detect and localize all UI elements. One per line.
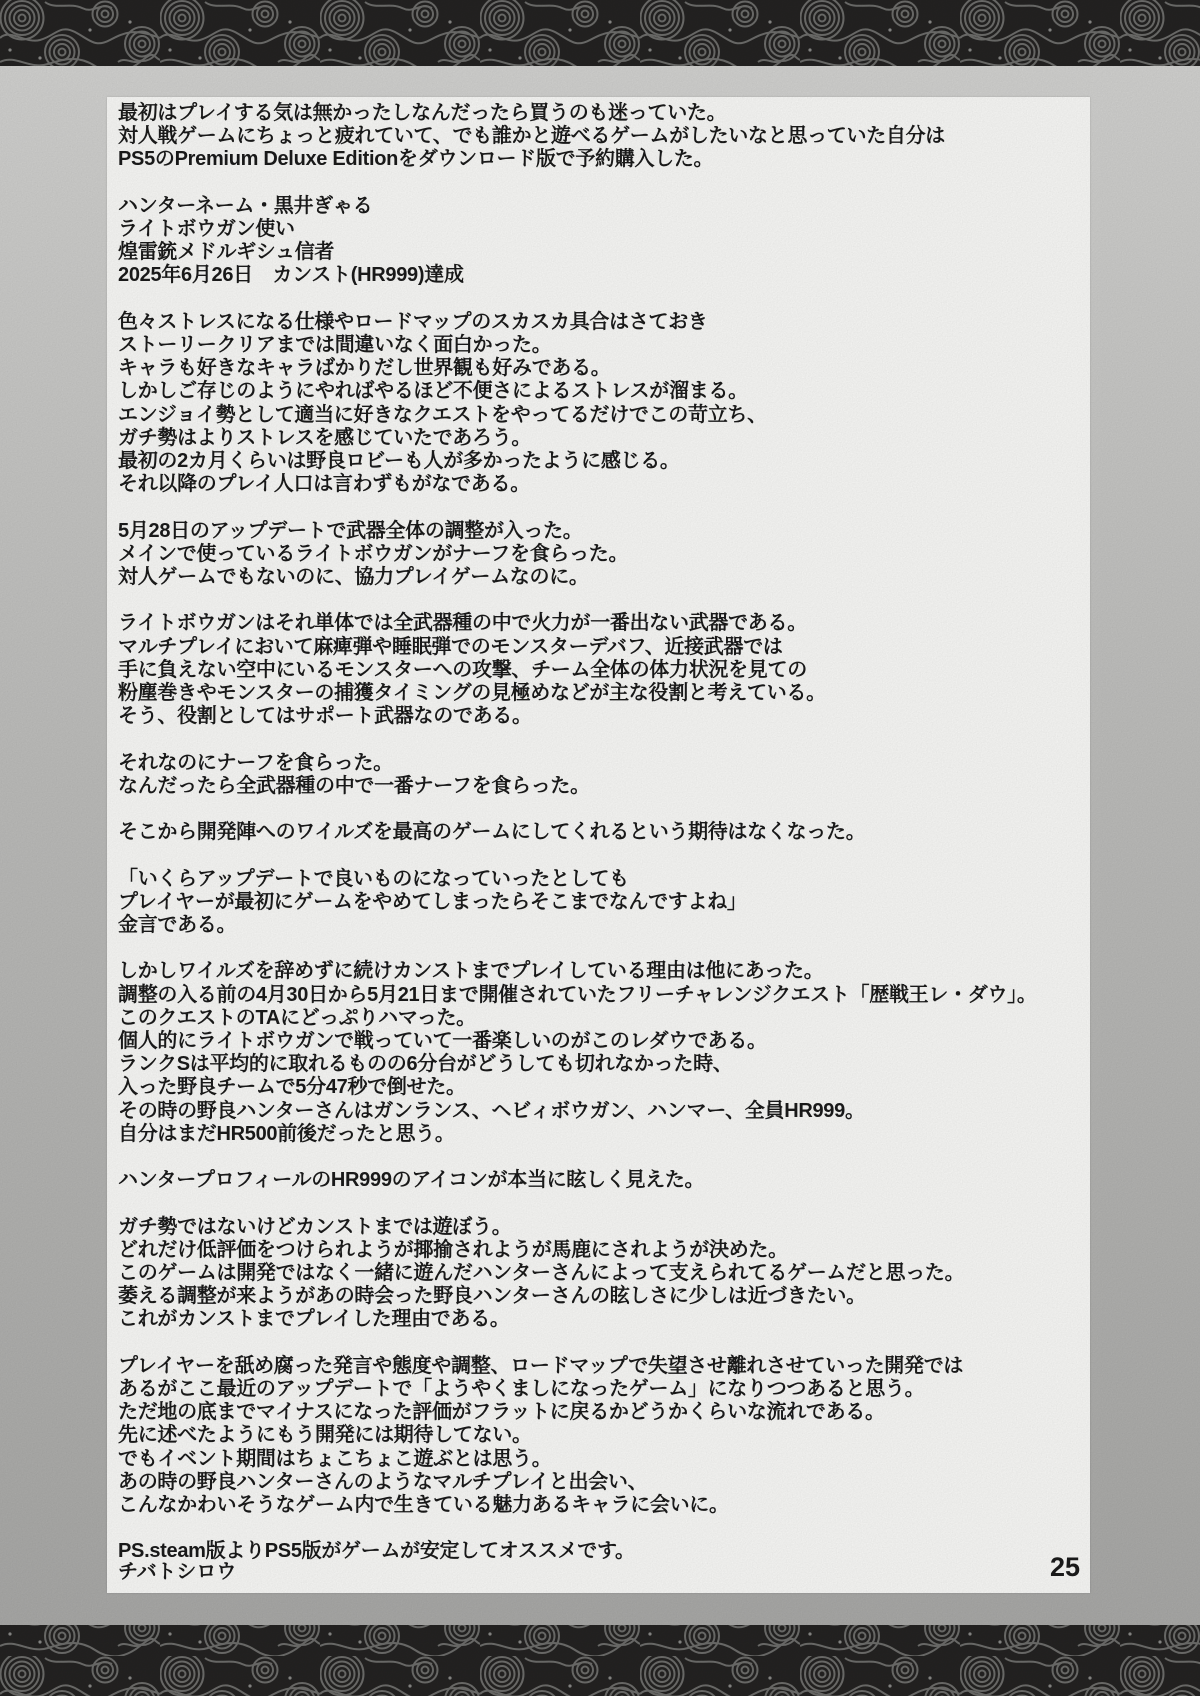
paragraph — [118, 520, 1083, 590]
text-line: ストーリークリアまでは間違いなく面白かった。 — [118, 334, 552, 356]
text-line: エンジョイ勢として適当に好きなクエストをやってるだけでこの苛立ち、 — [118, 403, 767, 426]
paragraph — [118, 102, 1083, 172]
text-line: 煌雷銃メドルギシュ信者 — [118, 241, 335, 264]
text-line: 萎える調整が来ようがあの時会った野良ハンターさんの眩しさに少しは近づきたい。 — [118, 1285, 866, 1308]
text-line: プレイヤーを舐め腐った発言や態度や調整、ロードマップで失望させ離れさせていった開発では — [118, 1354, 964, 1377]
text-line: こんなかわいそうなゲーム内で生きている魅力あるキャラに会いに。 — [118, 1494, 729, 1517]
text-line: しかしご存じのようにやればやるほど不便さによるストレスが溜まる。 — [118, 380, 748, 403]
page-number: 25 — [1049, 1552, 1080, 1582]
text-line: キャラも好きなキャラばかりだし世界観も好みである。 — [118, 357, 611, 380]
page-text — [118, 102, 1083, 1564]
text-line: ハンタープロフィールのHR999のアイコンが本当に眩しく見えた。 — [118, 1169, 705, 1192]
text-line: なんだったら全武器種の中で一番ナーフを食らった。 — [118, 774, 590, 797]
text-line: ガチ勢ではないけどカンストまでは遊ぼう。 — [118, 1215, 512, 1238]
text-line: 個人的にライトボウガンで戦っていて一番楽しいのがこのレダウである。 — [118, 1030, 767, 1052]
text-line: 金言である。 — [118, 914, 237, 936]
text-line: ガチ勢はよりストレスを感じていたであろう。 — [118, 426, 532, 449]
paper-page — [107, 97, 1090, 1593]
paragraph — [118, 1169, 1083, 1192]
text-line: あの時の野良ハンターさんのようなマルチプレイと出会い、 — [118, 1470, 648, 1493]
paragraph — [118, 195, 1083, 288]
text-line: 色々ストレスになる仕様やロードマップのスカスカ具合はさておき — [118, 310, 708, 333]
paragraph — [118, 1216, 1083, 1332]
paragraph — [118, 612, 1083, 728]
text-line: でもイベント期間はちょこちょこ遊ぶとは思う。 — [118, 1447, 552, 1470]
text-line: あるがここ最近のアップデートで「ようやくましになったゲーム」になりつつあると思う。 — [118, 1378, 925, 1400]
text-line: 手に負えない空中にいるモンスターへの攻撃、チーム全体の体力状況を見ての — [118, 658, 807, 681]
text-line: しかしワイルズを辞めずに続けカンストまでプレイしている理由は他にあった。 — [118, 960, 824, 983]
text-line: ハンターネーム・黒井ぎゃる — [118, 194, 373, 217]
text-line: 最初の2カ月くらいは野良ロビーも人が多かったように感じる。 — [118, 450, 680, 473]
text-line: ライトボウガン使い — [118, 218, 295, 240]
text-line: ライトボウガンはそれ単体では全武器種の中で火力が一番出ない武器である。 — [118, 612, 807, 635]
text-line: メインで使っているライトボウガンがナーフを食らった。 — [118, 542, 629, 565]
text-line: 対人ゲームでもないのに、協力プレイゲームなのに。 — [118, 566, 589, 589]
paragraph — [118, 868, 1083, 938]
text-line: このクエストのTAにどっぷりハマった。 — [118, 1006, 476, 1029]
text-line: 最初はプレイする気は無かったしなんだったら買うのも迷っていた。 — [118, 102, 727, 124]
text-line: ただ地の底までマイナスになった評価がフラットに戻るかどうかくらいな流れである。 — [118, 1401, 885, 1424]
paragraph — [118, 752, 1083, 798]
text-line: それ以降のプレイ人口は言わずもがなである。 — [118, 473, 530, 496]
text-line: 5月28日のアップデートで武器全体の調整が入った。 — [118, 519, 583, 542]
text-line: マルチプレイにおいて麻痺弾や睡眠弾でのモンスターデバフ、近接武器では — [118, 635, 783, 658]
paragraph — [118, 1540, 1083, 1563]
text-line: このゲームは開発ではなく一緒に遊んだハンターさんによって支えられてるゲームだと思った。 — [118, 1262, 965, 1284]
text-line: 入った野良チームで5分47秒で倒せた。 — [118, 1076, 466, 1099]
paragraph — [118, 311, 1083, 497]
text-line: どれだけ低評価をつけられようが揶揄されようが馬鹿にされようが決めた。 — [118, 1238, 788, 1261]
border-pattern-top — [0, 0, 1200, 66]
paragraph — [118, 821, 1083, 844]
text-line: 自分はまだHR500前後だったと思う。 — [118, 1122, 455, 1145]
text-line: その時の野良ハンターさんはガンランス、ヘビィボウガン、ハンマー、全員HR999。 — [118, 1099, 865, 1122]
text-line: ランクSは平均的に取れるものの6分台がどうしても切れなかった時、 — [118, 1053, 733, 1076]
author-credit: チバトシロウ — [118, 1561, 237, 1583]
paragraph — [118, 1355, 1083, 1517]
text-line: PS.steam版よりPS5版がゲームが安定してオススメです。 — [118, 1540, 635, 1563]
text-line: プレイヤーが最初にゲームをやめてしまったらそこまでなんですよね」 — [118, 890, 747, 913]
text-line: そう、役割としてはサポート武器なのである。 — [118, 705, 532, 728]
text-line: 調整の入る前の4月30日から5月21日まで開催されていたフリーチャレンジクエスト「歴戦王レ・ダウ」。 — [118, 983, 1037, 1006]
text-line: 先に述べたようにもう開発には期待してない。 — [118, 1424, 532, 1447]
text-line: 対人戦ゲームにちょっと疲れていて、でも誰かと遊べるゲームがしたいなと思っていた自分は — [118, 125, 945, 148]
text-line: これがカンストまでプレイした理由である。 — [118, 1308, 510, 1331]
text-line: 粉塵巻きやモンスターの捕獲タイミングの見極めなどが主な役割と考えている。 — [118, 682, 826, 705]
text-line: それなのにナーフを食らった。 — [118, 751, 393, 774]
text-line: 2025年6月26日 カンスト(HR999)達成 — [118, 264, 464, 287]
paragraph — [118, 960, 1083, 1146]
text-line: 「いくらアップデートで良いものになっていったとしても — [118, 867, 629, 890]
text-line: そこから開発陣へのワイルズを最高のゲームにしてくれるという期待はなくなった。 — [118, 821, 866, 844]
text-line: PS5のPremium Deluxe Editionをダウンロード版で予約購入した。 — [118, 148, 714, 171]
border-pattern-bottom — [0, 1625, 1200, 1696]
